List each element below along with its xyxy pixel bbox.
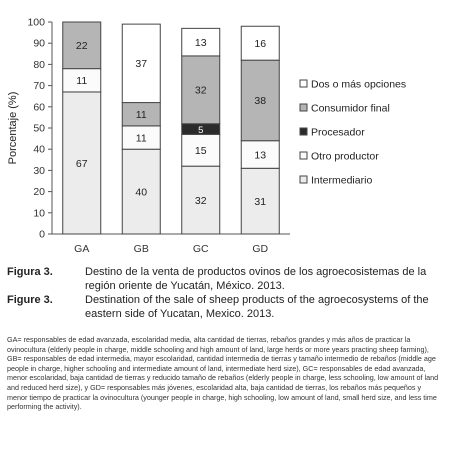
data-label: 40 xyxy=(135,186,148,199)
chart-legend xyxy=(300,79,406,187)
caption-english-label: Figure 3. xyxy=(7,294,53,306)
caption-spanish-text: Destino de la venta de productos ovinos de los agroecosistemas de la región oriente de Yucatán, México. 2013. xyxy=(85,266,427,292)
data-label: 67 xyxy=(75,157,88,170)
y-tick-label: 100 xyxy=(27,16,45,29)
legend-label: Intermediario xyxy=(311,174,373,187)
data-label: 38 xyxy=(254,95,267,108)
data-label: 37 xyxy=(135,58,148,71)
legend-swatch xyxy=(300,128,307,135)
data-label: 11 xyxy=(76,75,88,88)
data-label: 16 xyxy=(254,38,267,50)
data-label: 11 xyxy=(135,109,147,122)
y-tick-label: 10 xyxy=(33,207,45,220)
group-glossary: GA= responsables de edad avanzada, escolaridad media, alta cantidad de tierras, rebaños grandes y más años de practicar la ovinocultura (elderly people in charge, middle schooling and high amount of land, large herds or more years practing sheep farming), GB= responsables de edad intermedia, mayor escolaridad, cantidad intermedia de tierras y tamaño intermedio de rebaños (middle age people in charge, higher schooling and intermediate amount of land, intermediate herd size), GC= responsables de edad avanzada, menor escolaridad, baja cantidad de tierras y reducido tamaño de rebaños (elderly people in charge, less schooling, low amount of land and reduced herd size), y GD= responsables más jóvenes, escolaridad alta, baja cantidad de tierras, los rebaños más pequeños y menor tiempo de practicar la ovinocultura (younger people in charge, high schooling, low amount of land, small herd size, and less time performing the activity). xyxy=(7,335,439,412)
y-tick-label: 0 xyxy=(39,228,45,241)
y-axis-title: Porcentaje (%) xyxy=(7,91,19,165)
data-label: 32 xyxy=(194,84,207,97)
caption-spanish xyxy=(7,266,445,293)
data-label: 15 xyxy=(194,145,207,158)
data-label: 13 xyxy=(194,36,207,49)
chart-bars xyxy=(63,22,280,234)
x-tick-label: GD xyxy=(252,243,269,255)
y-tick-label: 60 xyxy=(33,101,45,114)
caption-english xyxy=(7,294,445,321)
legend-label: Consumidor final xyxy=(311,102,390,115)
legend-label: Dos o más opciones xyxy=(311,78,407,91)
legend-swatch xyxy=(300,80,307,87)
data-label: 5 xyxy=(198,124,204,136)
legend-label: Otro productor xyxy=(311,150,379,163)
y-tick-label: 50 xyxy=(33,122,45,135)
y-tick-label: 90 xyxy=(33,37,45,50)
y-tick-label: 20 xyxy=(33,186,45,199)
caption-english-text: Destination of the sale of sheep products of the agroecosystems of the eastern side of Yucatan, Mexico. 2013. xyxy=(85,294,429,320)
data-label: 32 xyxy=(194,194,207,207)
x-tick-label: GC xyxy=(192,243,209,255)
data-label: 22 xyxy=(75,40,88,53)
y-tick-label: 80 xyxy=(33,58,45,71)
legend-swatch xyxy=(300,152,307,159)
data-label: 11 xyxy=(135,132,147,145)
y-tick-label: 30 xyxy=(33,164,45,177)
y-tick-label: 40 xyxy=(33,143,45,156)
legend-swatch xyxy=(300,104,307,111)
data-label: 31 xyxy=(254,195,267,208)
x-tick-label: GA xyxy=(74,243,90,255)
y-tick-label: 70 xyxy=(33,80,45,93)
data-label: 13 xyxy=(254,149,267,162)
legend-label: Procesador xyxy=(311,126,365,139)
x-tick-label: GB xyxy=(133,243,149,255)
caption-spanish-label: Figura 3. xyxy=(7,266,53,278)
legend-swatch xyxy=(300,176,307,183)
